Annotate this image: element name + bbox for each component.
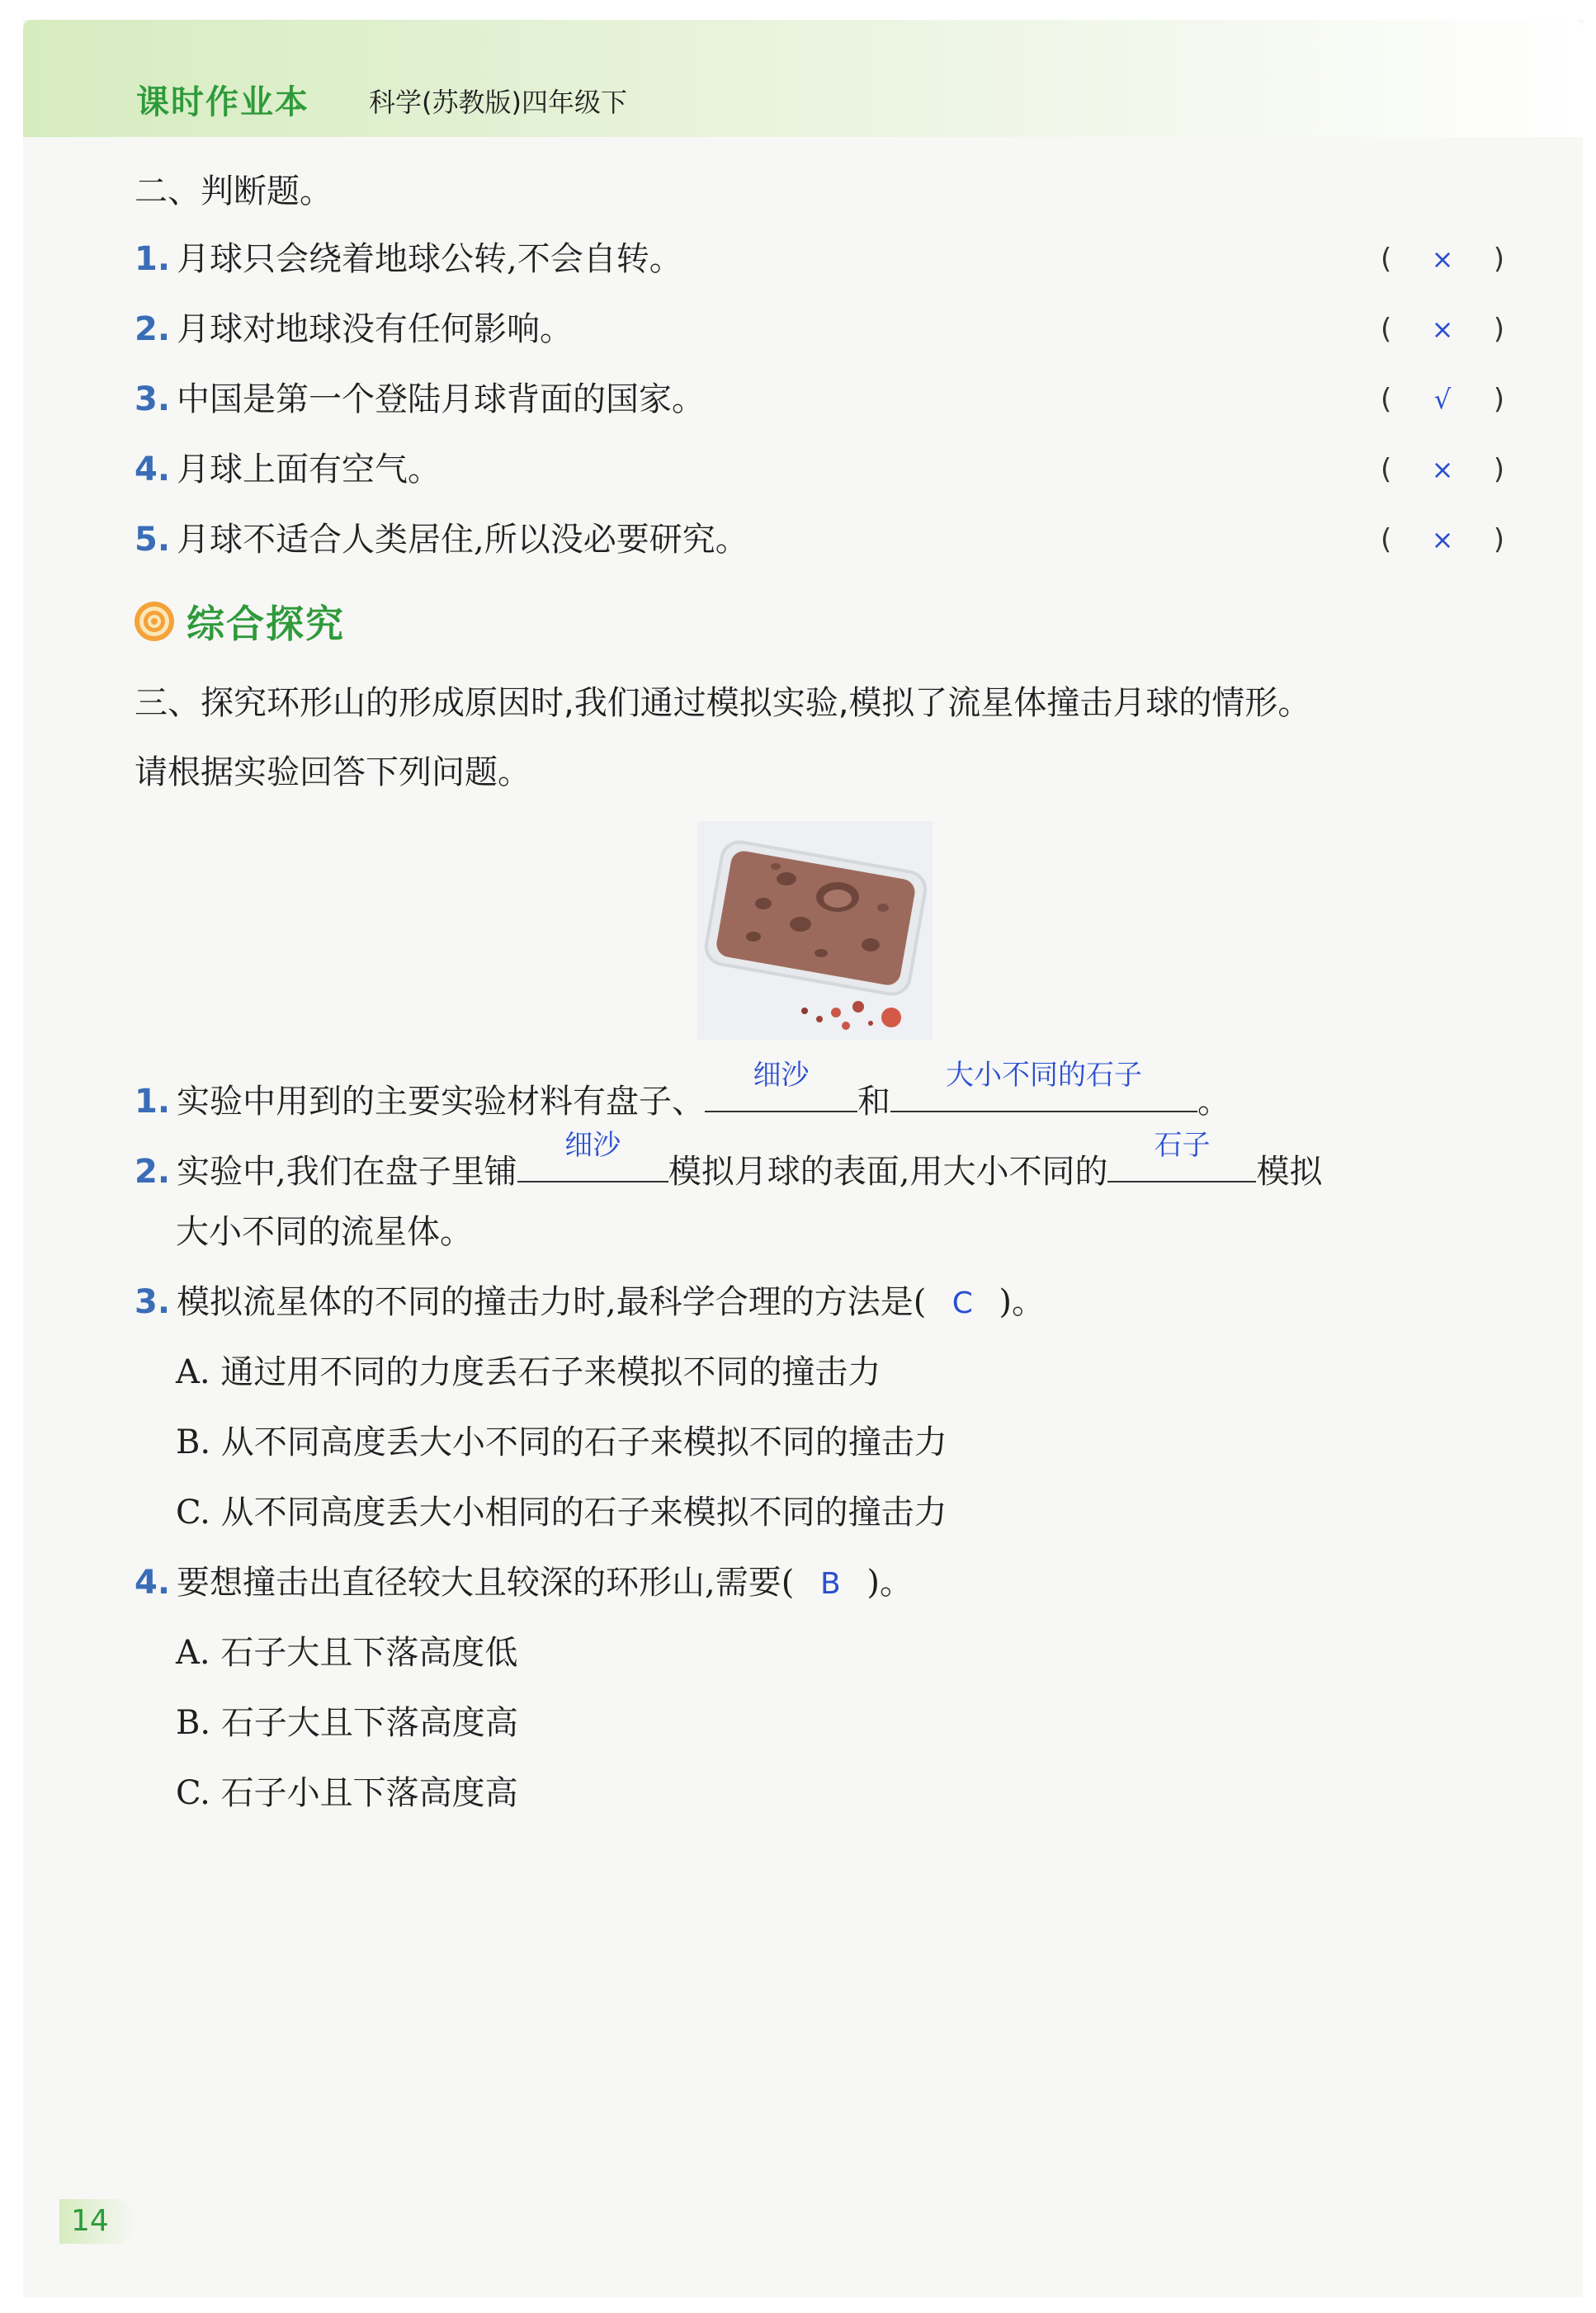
question-2-continued: 大小不同的流星体。 — [176, 1213, 473, 1251]
inquiry-question-2 — [135, 1129, 1504, 1199]
paren-close: ) — [1493, 453, 1504, 486]
question-text: 。 — [1197, 1083, 1231, 1121]
item-number: 3. — [135, 380, 171, 418]
item-text: 中国是第一个登陆月球背面的国家。 — [177, 380, 706, 418]
item-text: 月球不适合人类居住,所以没必要研究。 — [177, 521, 748, 559]
question-text: 要想撞击出直径较大且较深的环形山,需要( — [177, 1564, 795, 1602]
question-number: 3. — [135, 1283, 171, 1321]
fill-blank-1 — [705, 1059, 857, 1112]
option-c: C. 石子小且下落高度高 — [176, 1774, 518, 1812]
option-c: C. 从不同高度丢大小相同的石子来模拟不同的撞击力 — [176, 1494, 947, 1532]
judge-item-1 — [135, 234, 1504, 284]
item-number: 2. — [135, 310, 171, 348]
item-text: 月球只会绕着地球公转,不会自转。 — [177, 240, 682, 278]
book-title: 课时作业本 — [136, 83, 309, 121]
judge-item-3 — [135, 375, 1504, 424]
item-number: 5. — [135, 521, 171, 559]
fill-blank-2 — [1107, 1129, 1256, 1182]
question-number: 1. — [135, 1083, 171, 1121]
handwritten-answer: 石子 — [1154, 1129, 1211, 1162]
section-title: 综合探究 — [187, 602, 345, 646]
item-text: 月球上面有空气。 — [177, 451, 441, 489]
question-text: )。 — [999, 1283, 1045, 1321]
book-subtitle: 科学(苏教版)四年级下 — [369, 87, 627, 118]
paren-open: ( — [1381, 523, 1392, 556]
spiral-icon — [132, 599, 177, 644]
fill-blank-2 — [890, 1059, 1197, 1112]
handwritten-answer: × — [1431, 524, 1454, 555]
judge-item-2 — [135, 304, 1504, 354]
handwritten-answer: 大小不同的石子 — [946, 1059, 1143, 1092]
handwritten-answer: × — [1431, 243, 1454, 275]
question-text: 模拟月球的表面,用大小不同的 — [668, 1153, 1108, 1191]
inquiry-question-3 — [135, 1277, 1504, 1327]
paren-close: ) — [1493, 383, 1504, 416]
handwritten-answer: 细沙 — [753, 1059, 810, 1092]
answer-parentheses — [1381, 445, 1504, 494]
handwritten-answer: 细沙 — [564, 1129, 621, 1162]
question-text: 和 — [857, 1083, 891, 1121]
option-a: A. 石子大且下落高度低 — [176, 1634, 518, 1672]
handwritten-answer: √ — [1433, 384, 1452, 415]
section2-heading: 二、判断题。 — [135, 172, 333, 210]
paren-close: ) — [1493, 243, 1504, 276]
intro-line-1: 三、探究环形山的形成原因时,我们通过模拟实验,模拟了流星体撞击月球的情形。 — [135, 684, 1311, 722]
answer-parentheses — [1381, 375, 1504, 424]
handwritten-answer: × — [1431, 454, 1454, 485]
question-text: )。 — [866, 1564, 913, 1602]
crater-experiment-photo — [697, 821, 933, 1040]
paren-open: ( — [1381, 313, 1392, 346]
paren-open: ( — [1381, 383, 1392, 416]
paren-close: ) — [1493, 523, 1504, 556]
paren-close: ) — [1493, 313, 1504, 346]
option-b: B. 石子大且下落高度高 — [176, 1704, 518, 1742]
inquiry-question-4 — [135, 1558, 1504, 1607]
question-text: 模拟 — [1256, 1153, 1323, 1191]
question-number: 4. — [135, 1564, 171, 1602]
inquiry-question-1 — [135, 1059, 1504, 1129]
judge-item-5 — [135, 515, 1504, 564]
answer-parentheses — [1381, 234, 1504, 284]
handwritten-answer: C — [951, 1286, 973, 1320]
item-number: 4. — [135, 451, 171, 489]
question-number: 2. — [135, 1153, 171, 1191]
paren-open: ( — [1381, 453, 1392, 486]
item-text: 月球对地球没有任何影响。 — [177, 310, 574, 348]
answer-parentheses — [1381, 304, 1504, 354]
judge-item-4 — [135, 445, 1504, 494]
handwritten-answer: B — [820, 1567, 841, 1601]
handwritten-answer: × — [1431, 314, 1454, 345]
question-text: 实验中,我们在盘子里铺 — [177, 1153, 517, 1191]
page-number: 14 — [59, 2199, 137, 2244]
fill-blank-1 — [517, 1129, 668, 1182]
answer-parentheses — [1381, 515, 1504, 564]
paren-open: ( — [1381, 243, 1392, 276]
intro-line-2: 请根据实验回答下列问题。 — [135, 753, 531, 791]
item-number: 1. — [135, 240, 171, 278]
question-text: 实验中用到的主要实验材料有盘子、 — [177, 1083, 706, 1121]
option-b: B. 从不同高度丢大小不同的石子来模拟不同的撞击力 — [176, 1423, 947, 1461]
comprehensive-inquiry-header — [132, 592, 345, 650]
section3-intro — [135, 668, 1521, 807]
option-a: A. 通过用不同的力度丢石子来模拟不同的撞击力 — [176, 1353, 881, 1391]
question-text: 模拟流星体的不同的撞击力时,最科学合理的方法是( — [177, 1283, 927, 1321]
